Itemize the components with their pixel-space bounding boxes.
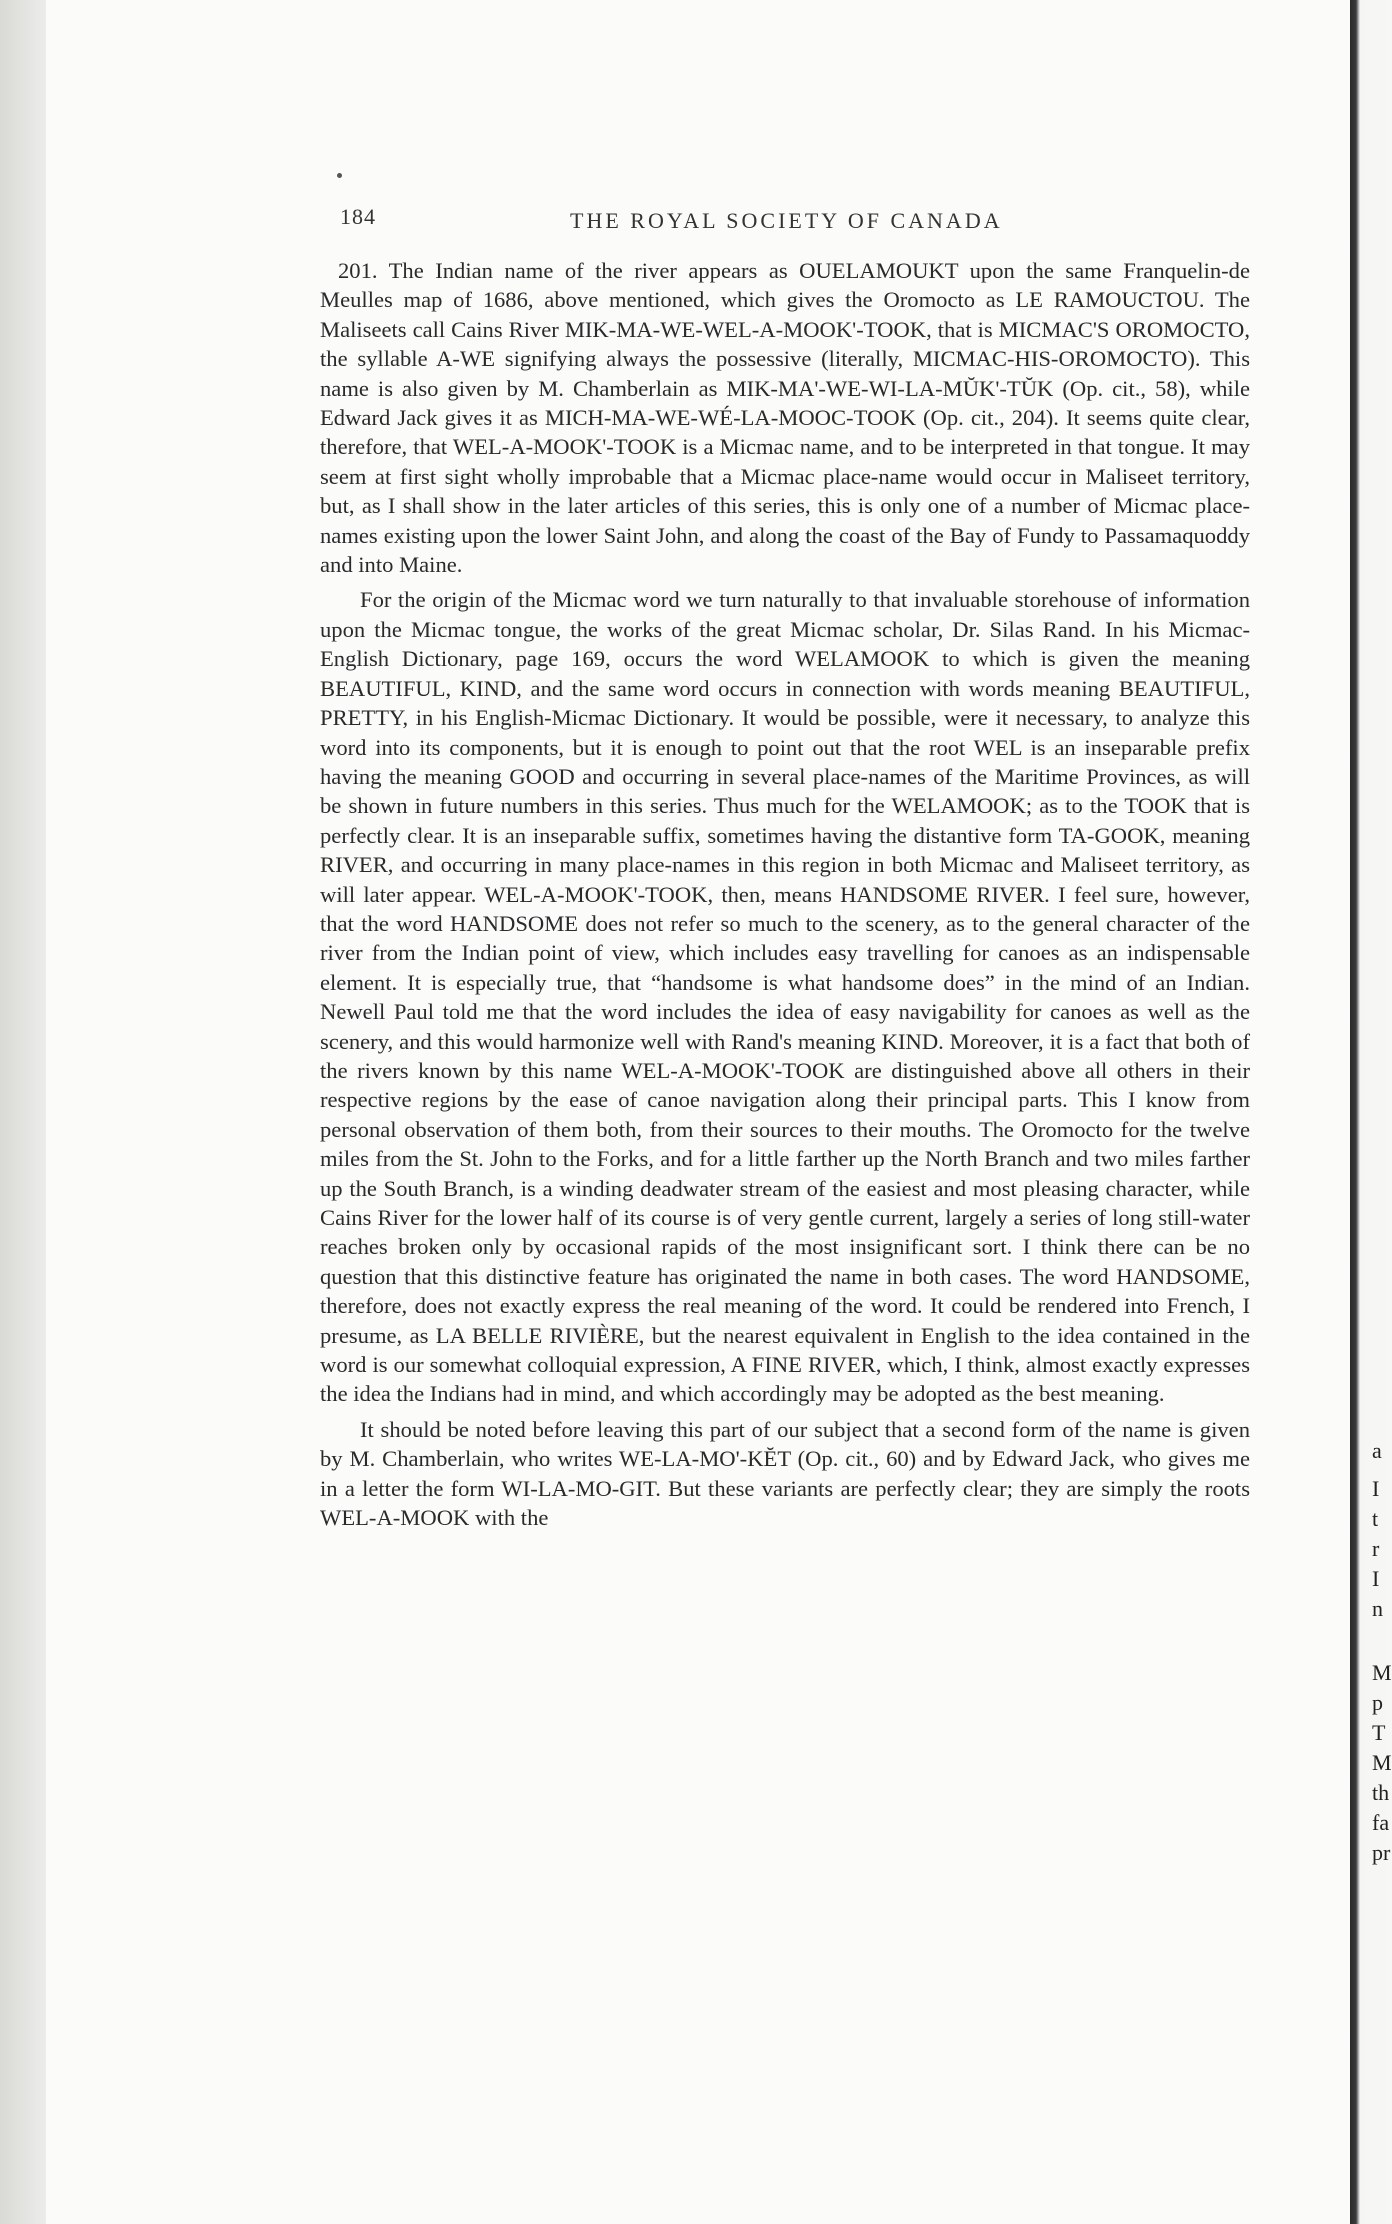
- ink-dot: [337, 173, 342, 178]
- facing-fragment: p: [1372, 1690, 1383, 1715]
- facing-fragment: r: [1372, 1536, 1380, 1561]
- paragraph-1: 201. The Indian name of the river appears as OUELAMOUKT upon the same Franquelin-de Meulles map of 1686, above mentioned, which gives the Oromocto as LE RAMOUCTOU. The Maliseets call Cains River MIK-MA-WE-WEL-A-MOOK'-TOOK, that is MICMAC'S OROMOCTO, the syllable A-WE signifying always the possessive (literally, MICMAC-HIS-OROMOCTO). This name is also given by M. Chamberlain as MIK-MA'-WE-WI-LA-MŬK'-TŬK (Op. cit., 58), while Edward Jack gives it as MICH-MA-WE-WÉ-LA-MOOC-TOOK (Op. cit., 204). It seems quite clear, therefore, that WEL-A-MOOK'-TOOK is a Micmac name, and to be interpreted in that tongue. It may seem at first sight wholly improbable that a Micmac place-name would occur in Maliseet territory, but, as I shall show in the later articles of this series, this is only one of a number of Micmac place-names existing upon the lower Saint John, and along the coast of the Bay of Fundy to Passamaquoddy and into Maine.: [320, 258, 1250, 578]
- running-title: THE ROYAL SOCIETY OF CANADA: [570, 208, 1003, 233]
- paragraph-3: It should be noted before leaving this part of our subject that a second form of the name is given by M. Chamberlain, who writes WE-LA-MO'-KĔT (Op. cit., 60) and by Edward Jack, who gives me in a letter the form WI-LA-MO-GIT. But these variants are perfectly clear; they are simply the roots WEL-A-MOOK with the: [320, 1416, 1250, 1531]
- book-spine: [1350, 0, 1392, 2224]
- page-number: 184: [340, 204, 376, 229]
- facing-fragment: M: [1372, 1750, 1392, 1775]
- facing-fragment: fa: [1372, 1810, 1390, 1835]
- facing-fragment: th: [1372, 1780, 1390, 1805]
- page-header: [340, 204, 1245, 240]
- paragraph-2: For the origin of the Micmac word we turn naturally to that invaluable storehouse of information upon the Micmac tongue, the works of the great Micmac scholar, Dr. Silas Rand. In his Micmac-English Dictionary, page 169, occurs the word WELAMOOK to which is given the meaning BEAUTIFUL, KIND, and the same word occurs in connection with words meaning BEAUTIFUL, PRETTY, in his English-Micmac Dictionary. It would be possible, were it necessary, to analyze this word into its components, but it is enough to point out that the root WEL is an inseparable prefix having the meaning GOOD and occurring in several place-names of the Maritime Provinces, as will be shown in future numbers in this series. Thus much for the WELAMOOK; as to the TOOK that is perfectly clear. It is an inseparable suffix, sometimes having the distantive form TA-GOOK, meaning RIVER, and occurring in many place-names in this region in both Micmac and Maliseet territory, as will later appear. WEL-A-MOOK'-TOOK, then, means HANDSOME RIVER. I feel sure, however, that the word HANDSOME does not refer so much to the scenery, as to the general character of the river from the Indian point of view, which includes easy travelling for canoes as an indispensable element. It is especially true, that “handsome is what handsome does” in the mind of an Indian. Newell Paul told me that the word includes the idea of easy navigability for canoes as well as the scenery, and this would harmonize well with Rand's meaning KIND. Moreover, it is a fact that both of the rivers known by this name WEL-A-MOOK'-TOOK are distinguished above all others in their respective regions by the ease of canoe navigation along their principal parts. This I know from personal observation of them both, from their sources to their mouths. The Oromocto for the twelve miles from the St. John to the Forks, and for a little farther up the North Branch and two miles farther up the South Branch, is a winding deadwater stream of the easiest and most pleasing character, while Cains River for the lower half of its course is of very gentle current, largely a series of long still-water reaches broken only by occasional rapids of the most insignificant sort. I think there can be no question that this distinctive feature has originated the name in both cases. The word HANDSOME, therefore, does not exactly express the real meaning of the word. It could be rendered into French, I presume, as LA BELLE RIVIÈRE, but the nearest equivalent in English to the idea contained in the word is our somewhat colloquial expression, A FINE RIVER, which, I think, almost exactly expresses the idea the Indians had in mind, and which accordingly may be adopted as the best meaning.: [320, 587, 1250, 1407]
- facing-fragment: I: [1372, 1476, 1380, 1501]
- facing-fragment: M: [1372, 1660, 1392, 1685]
- facing-fragment: a: [1372, 1438, 1382, 1463]
- facing-fragment: T: [1372, 1720, 1386, 1745]
- facing-fragment: I: [1372, 1566, 1380, 1591]
- facing-fragment: pr: [1372, 1840, 1391, 1865]
- facing-fragment: t: [1372, 1506, 1379, 1531]
- page-left-edge: [0, 0, 46, 2224]
- body-text: [320, 256, 1250, 1532]
- facing-fragment: n: [1372, 1596, 1383, 1621]
